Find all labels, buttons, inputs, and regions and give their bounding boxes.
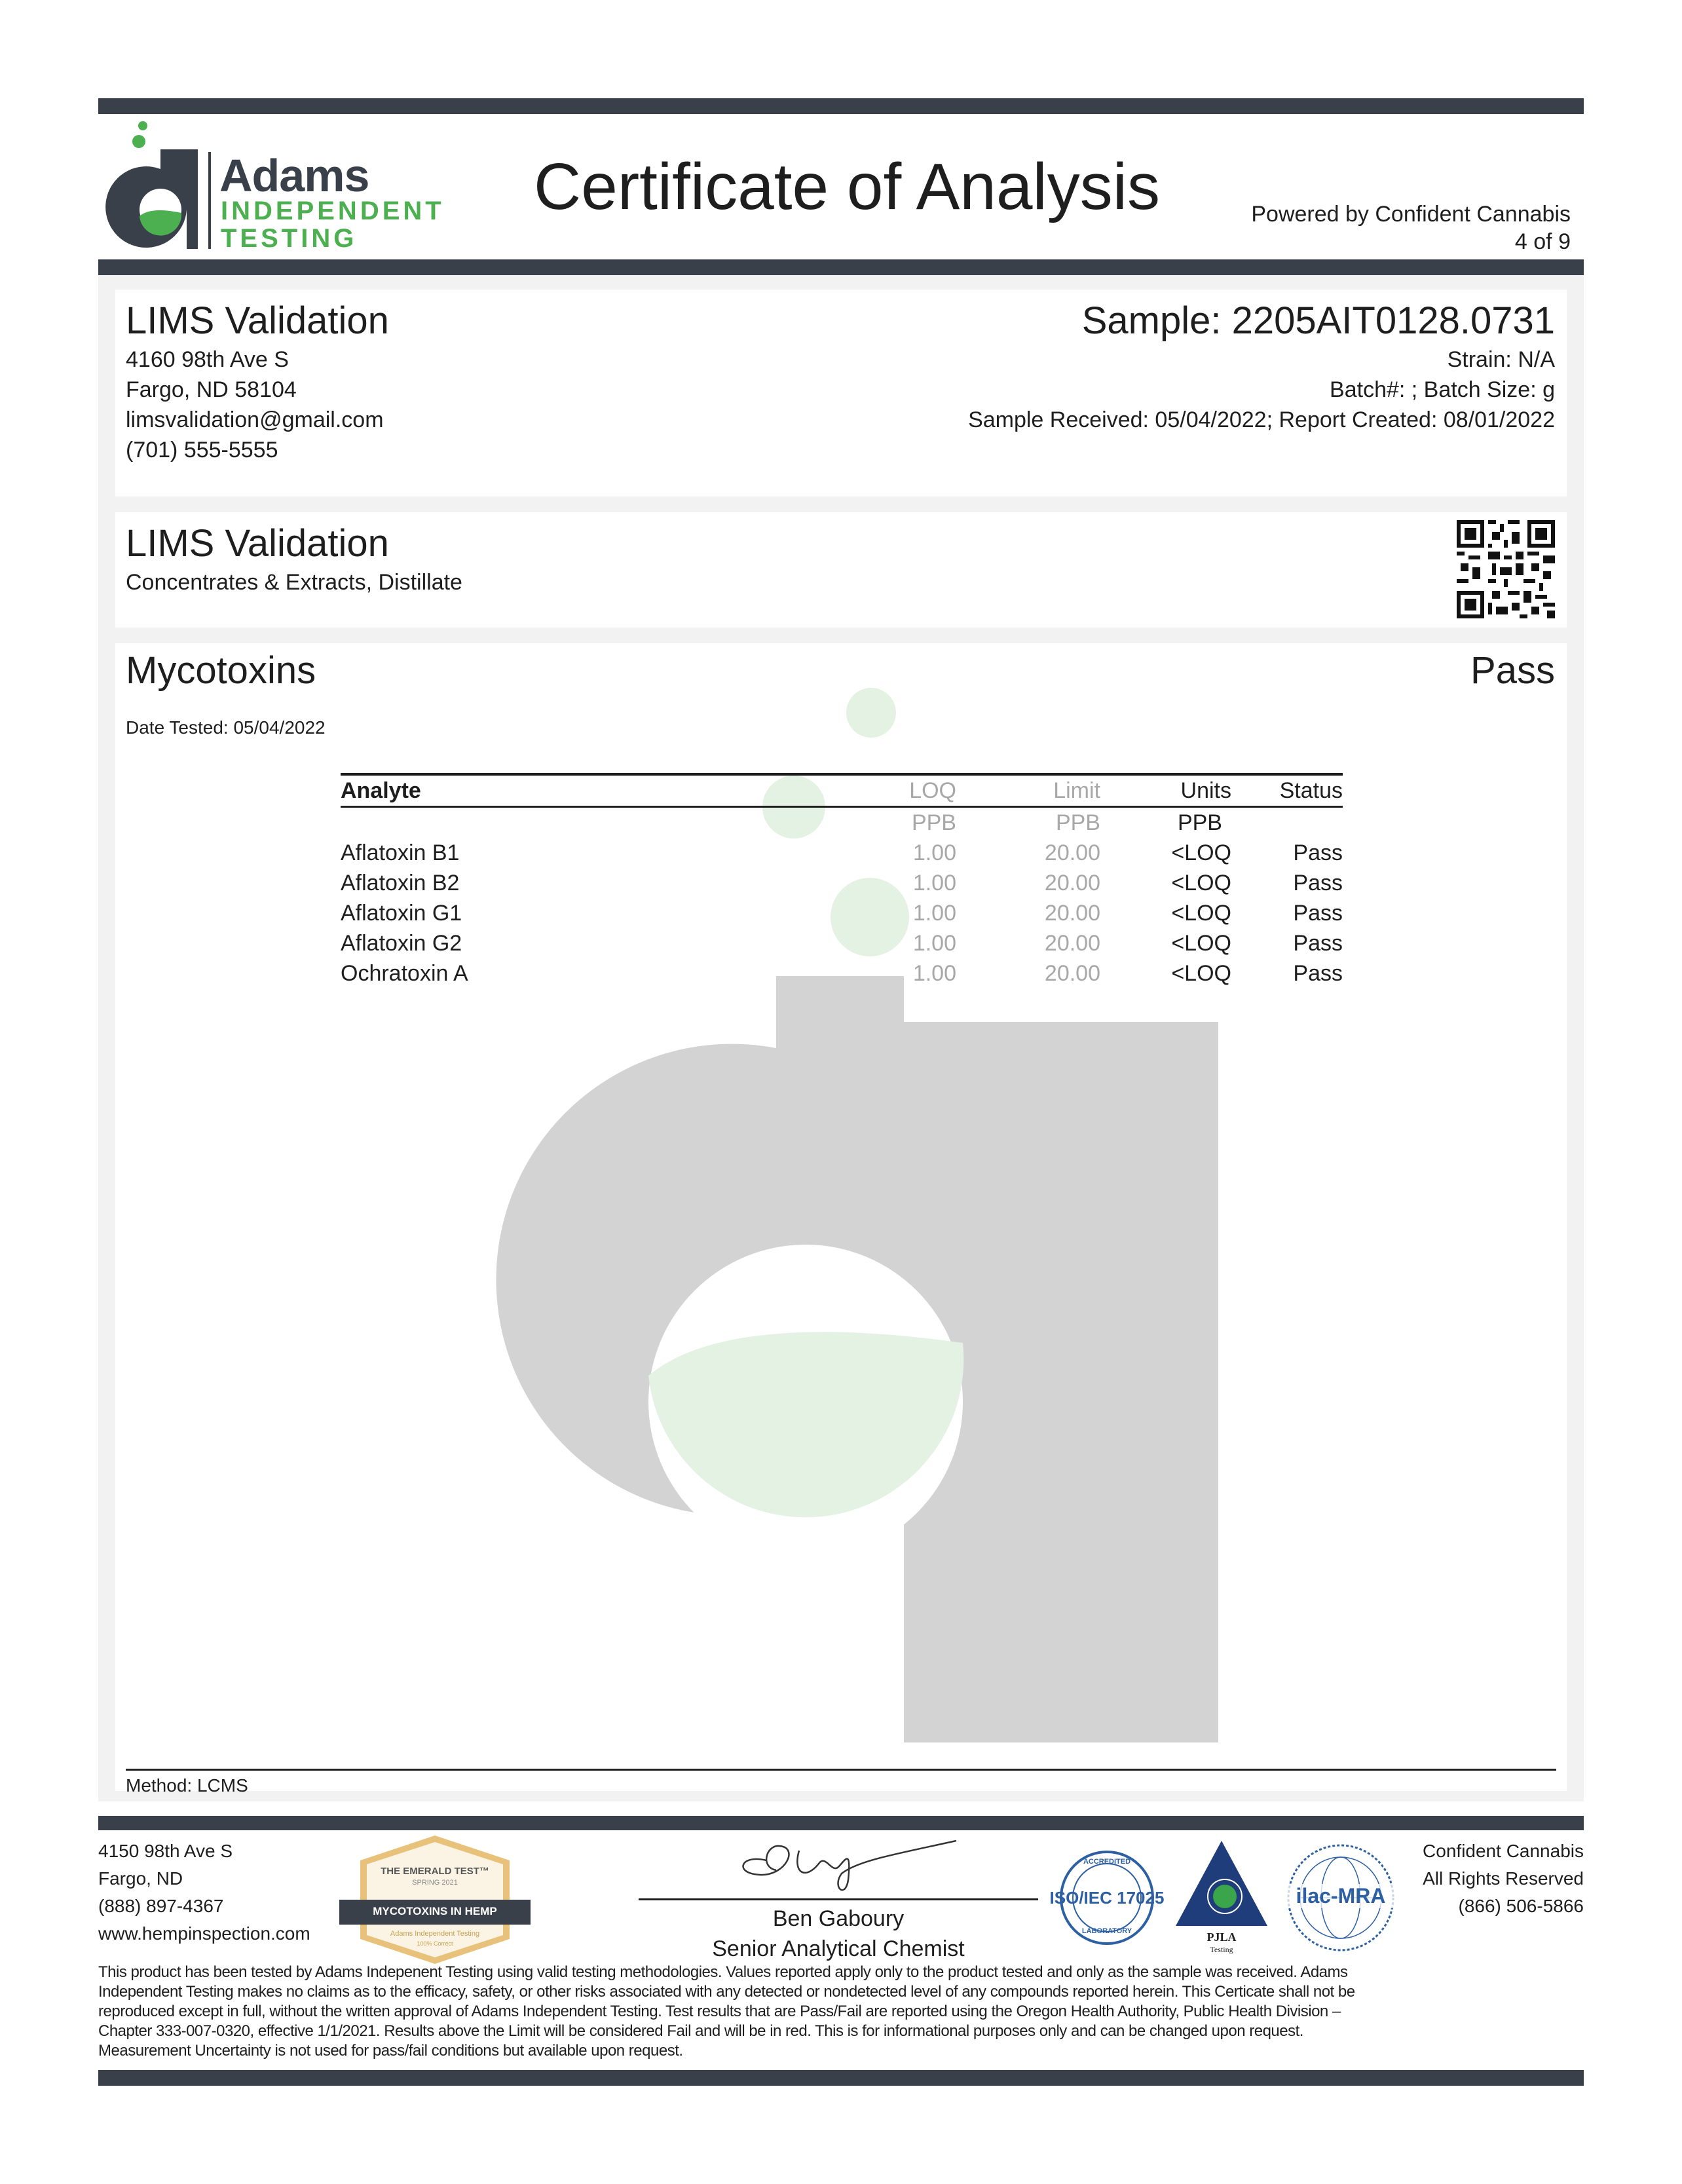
pjla-badge [1172, 1837, 1271, 1955]
units-cell: <LOQ [1171, 871, 1231, 895]
status-cell: Pass [1293, 961, 1343, 986]
signature-icon [727, 1834, 963, 1900]
limit-cell: 20.00 [1044, 871, 1100, 895]
top-bar [98, 98, 1584, 114]
header-bottom-bar [98, 259, 1584, 275]
units-cell: <LOQ [1171, 901, 1231, 926]
table-row [341, 838, 1343, 868]
limit-cell: 20.00 [1044, 840, 1100, 865]
disclaimer-line: Chapter 333-007-0320, effective 1/1/2021. Results above the Limit will be considered Fail and will be in red. This is for informational purposes only and can be changed upon request. [98, 2022, 1303, 2040]
disclaimer-line: This product has been tested by Adams Indepenent Testing using valid testing methodologies. Values reported apply only to the product tested and only as the sample was received. Adams [98, 1963, 1348, 1981]
analyte-cell: Aflatoxin G1 [341, 901, 462, 926]
disclaimer-line: Independent Testing makes no claims as to the efficacy, safety, or other risks associated with any detected or nondetected level of any compounds reported herein. This Certicate shall not be [98, 1983, 1355, 2001]
analyte-cell: Aflatoxin B2 [341, 871, 460, 895]
ilac-text: ilac-MRA [1285, 1884, 1396, 1908]
client-panel [115, 290, 1567, 497]
units-cell: <LOQ [1171, 961, 1231, 986]
signer-name: Ben Gaboury [772, 1906, 905, 1931]
method: Method: LCMS [126, 1775, 248, 1796]
ilac-mra-badge [1285, 1842, 1396, 1953]
client-phone: (701) 555-5555 [126, 438, 278, 462]
loq-cell: 1.00 [912, 931, 956, 956]
disclaimer-line: Measurement Uncertainty is not used for pass/fail conditions but available upon request. [98, 2042, 683, 2060]
product-name: LIMS Validation [126, 522, 389, 565]
cc-phone: (866) 506-5866 [1458, 1896, 1584, 1916]
test-title: Mycotoxins [126, 649, 316, 692]
logo-line1: INDEPENDENT [221, 197, 445, 225]
table-row [341, 868, 1343, 898]
adams-logo [98, 118, 452, 255]
analyte-cell: Aflatoxin G2 [341, 931, 462, 956]
sample-batch: Batch#: ; Batch Size: g [1330, 377, 1555, 402]
header-loq: LOQ [909, 778, 956, 803]
lab-address-2: Fargo, ND [98, 1868, 183, 1889]
client-name: LIMS Validation [126, 299, 389, 342]
limit-cell: 20.00 [1044, 931, 1100, 956]
analyte-cell: Ochratoxin A [341, 961, 468, 986]
disclaimer [98, 1963, 1584, 2061]
powered-by: Powered by Confident Cannabis [1251, 202, 1571, 227]
sample-id: Sample: 2205AIT0128.0731 [1081, 299, 1555, 342]
badge-rank: 100% Correct [417, 1940, 453, 1947]
lab-website: www.hempinspection.com [98, 1923, 310, 1944]
product-panel [115, 512, 1567, 628]
signer-title: Senior Analytical Chemist [712, 1936, 965, 1961]
logo-brand: Adams [219, 150, 369, 201]
pjla-name: PJLA [1206, 1930, 1237, 1944]
method-divider [126, 1769, 1556, 1771]
badge-lab: Adams Independent Testing [390, 1930, 480, 1938]
status-cell: Pass [1293, 901, 1343, 926]
loq-cell: 1.00 [912, 961, 956, 986]
header-limit: Limit [1053, 778, 1100, 803]
loq-cell: 1.00 [912, 840, 956, 865]
signature-line [639, 1898, 1038, 1900]
analyte-cell: Aflatoxin B1 [341, 840, 460, 865]
footer-bottom-bar [98, 2070, 1584, 2086]
pjla-sub: Testing [1210, 1945, 1233, 1954]
lab-address-1: 4150 98th Ave S [98, 1841, 233, 1861]
client-address-2: Fargo, ND 58104 [126, 377, 297, 402]
unit-units: PPB [1177, 810, 1222, 835]
badge-ribbon: MYCOTOXINS IN HEMP [373, 1905, 497, 1917]
disclaimer-line: reproduced except in full, without the written approval of Adams Independent Testing. Test results that are Pass/Fail are reported using the Oregon Health Authority, Public Health Division – [98, 2003, 1341, 2020]
table-row [341, 958, 1343, 988]
logo-line2: TESTING [221, 224, 358, 253]
client-address-1: 4160 98th Ave S [126, 347, 289, 372]
iso-ring-top: ACCREDITED [1083, 1858, 1131, 1866]
status-cell: Pass [1293, 871, 1343, 895]
badge-season: SPRING 2021 [412, 1879, 458, 1887]
table-row [341, 928, 1343, 958]
loq-cell: 1.00 [912, 871, 956, 895]
header-units: Units [1180, 778, 1231, 803]
limit-cell: 20.00 [1044, 901, 1100, 926]
unit-limit: PPB [1055, 810, 1100, 835]
units-cell: <LOQ [1171, 931, 1231, 956]
qr-code-icon [1457, 520, 1555, 618]
unit-row [341, 807, 1343, 838]
iso-ring-bottom: LABORATORY [1081, 1927, 1132, 1935]
unit-loq: PPB [911, 810, 956, 835]
product-category: Concentrates & Extracts, Distillate [126, 570, 462, 595]
iso-main: ISO/IEC 17025 [1049, 1888, 1165, 1908]
test-result: Pass [1470, 649, 1555, 692]
units-cell: <LOQ [1171, 840, 1231, 865]
iso-accreditation-badge [1045, 1849, 1169, 1947]
limit-cell: 20.00 [1044, 961, 1100, 986]
emerald-test-badge [339, 1834, 531, 1965]
sample-strain: Strain: N/A [1447, 347, 1555, 372]
header-analyte: Analyte [341, 778, 421, 803]
cc-rights: All Rights Reserved [1423, 1868, 1584, 1889]
status-cell: Pass [1293, 931, 1343, 956]
client-email: limsvalidation@gmail.com [126, 407, 384, 432]
page-number: 4 of 9 [1514, 229, 1571, 254]
badge-top: THE EMERALD TEST™ [381, 1866, 489, 1877]
pjla-triangle-icon [1172, 1837, 1271, 1929]
header-status: Status [1279, 778, 1343, 803]
cc-name: Confident Cannabis [1423, 1841, 1584, 1861]
table-row [341, 898, 1343, 928]
sample-dates: Sample Received: 05/04/2022; Report Created: 08/01/2022 [968, 407, 1555, 432]
results-table [341, 773, 1343, 988]
footer-top-bar [98, 1816, 1584, 1830]
lab-phone: (888) 897-4367 [98, 1896, 224, 1916]
date-tested: Date Tested: 05/04/2022 [126, 717, 326, 738]
table-header-row [341, 774, 1343, 807]
status-cell: Pass [1293, 840, 1343, 865]
loq-cell: 1.00 [912, 901, 956, 926]
page-title: Certificate of Analysis [534, 150, 1160, 223]
